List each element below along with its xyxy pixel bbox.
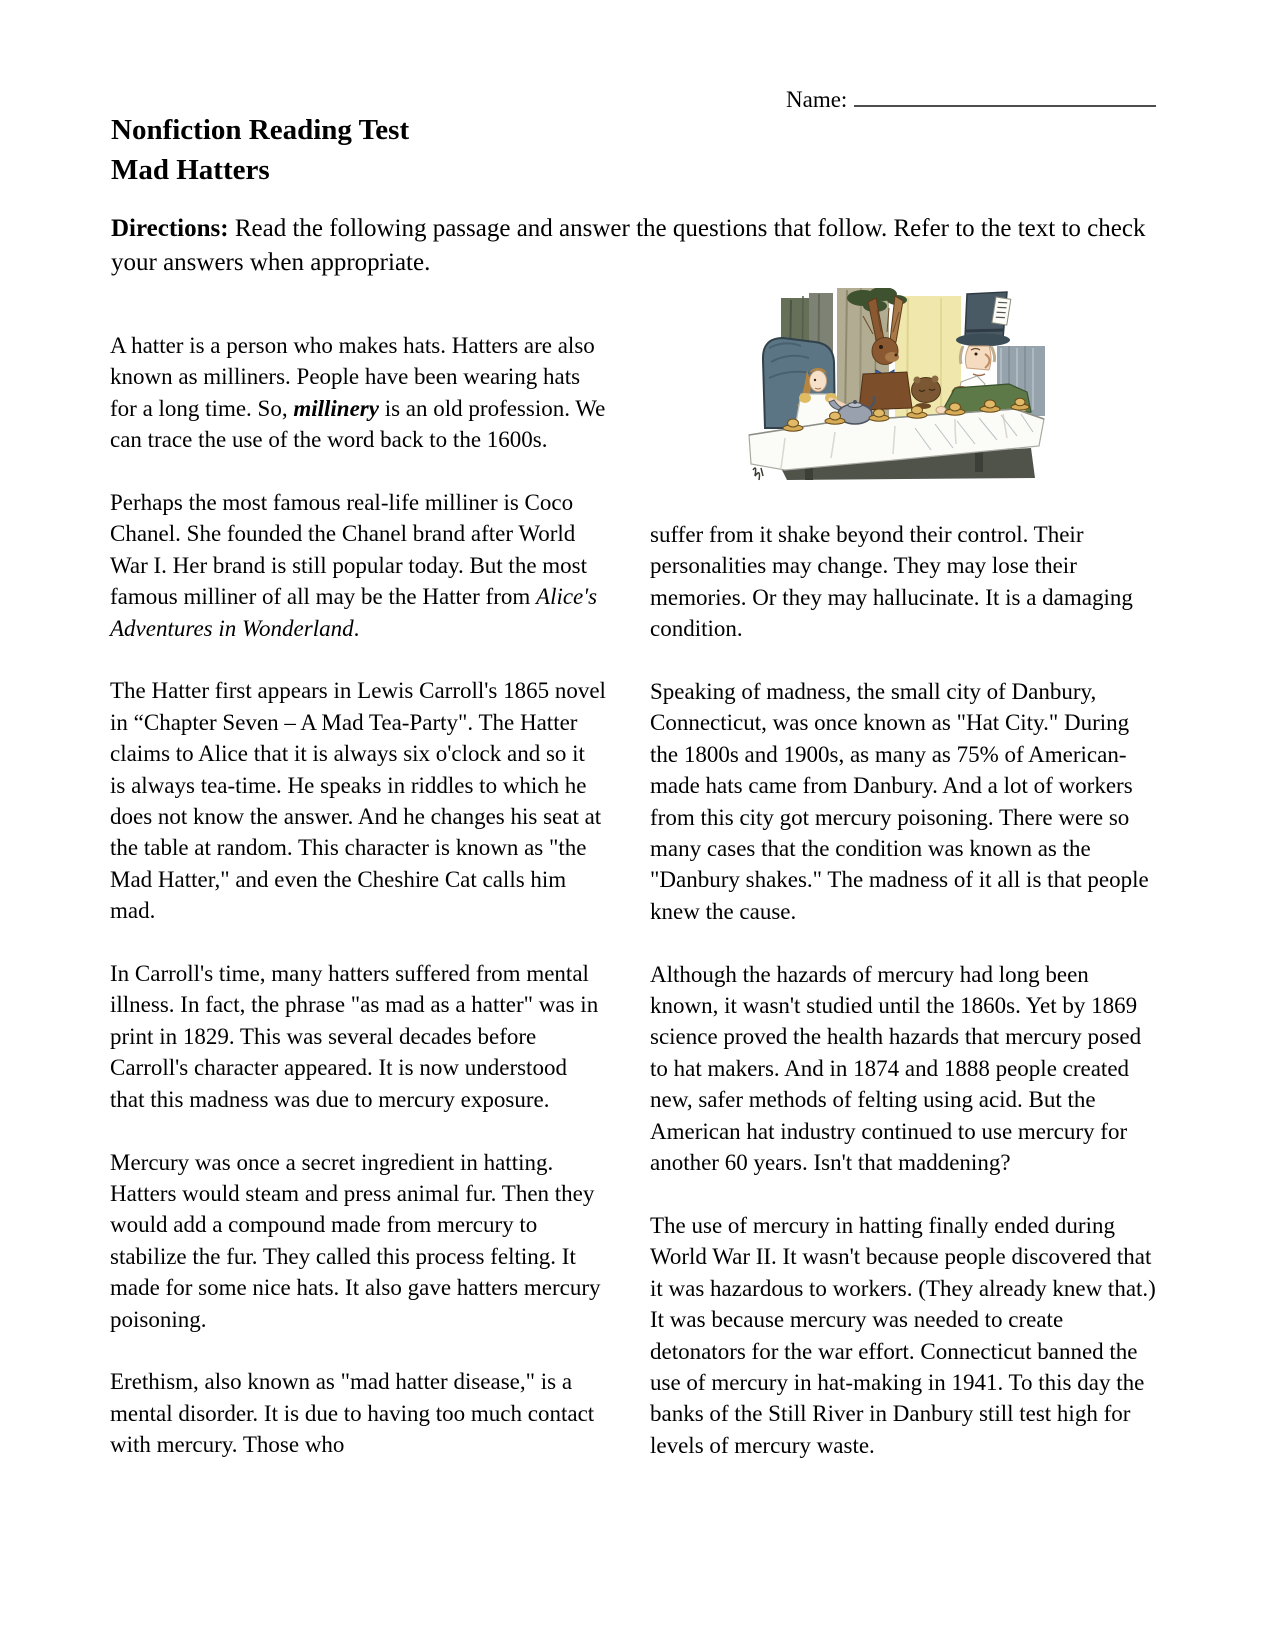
page-title [111, 110, 409, 190]
name-field [786, 84, 1156, 113]
passage-paragraph-8: Speaking of madness, the small city of Danbury, Connecticut, was once known as "Hat City." During the 1800s and 1900s, as many as 75% of American-made hats came from Danbury. And a lot of workers from this city got mercury poisoning. There were so many cases that the condition was known as the "Danbury shakes." The madness of it all is that people knew the cause. [650, 679, 1149, 924]
name-label: Name: [786, 87, 848, 112]
page-title-line2: Mad Hatters [111, 154, 270, 186]
passage-paragraph-1: A hatter is a person who makes hats. Hatters are also known as milliners. People have been wearing hats for a long time. So, millinery is an old profession. We can trace the use of the word back to the 1600s. [110, 333, 606, 453]
passage-left-column [110, 330, 606, 1461]
passage-paragraph-3: The Hatter first appears in Lewis Carroll's 1865 novel in “Chapter Seven – A Mad Tea-Party". The Hatter claims to Alice that it is always six o'clock and so it is always tea-time. He speaks in riddles to which he does not know the answer. And he changes his seat at the table at random. This character is known as "the Mad Hatter," and even the Cheshire Cat calls him mad. [110, 678, 606, 924]
page-title-line1: Nonfiction Reading Test [111, 114, 410, 146]
directions-label: Directions: [111, 215, 229, 242]
directions [111, 212, 1163, 280]
passage-paragraph-4: In Carroll's time, many hatters suffered from mental illness. In fact, the phrase "as mad as a hatter" was in print in 1829. This was several decades before Carroll's character appeared. It is now understood that this madness was due to mercury exposure. [110, 961, 599, 1112]
passage-paragraph-5: Mercury was once a secret ingredient in hatting. Hatters would steam and press animal fur. Then they would add a compound made from mercury to stabilize the fur. They called this process felting. It made for some nice hats. It also gave hatters mercury poisoning. [110, 1149, 601, 1332]
passage-paragraph-10: The use of mercury in hatting finally ended during World War II. It wasn't because people discovered that it was hazardous to workers. (They already knew that.) It was because mercury was needed to create detonators for the war effort. Connecticut banned the use of mercury in hat-making in 1941. To this day the banks of the Still River in Danbury still test high for levels of mercury waste. [650, 1212, 1156, 1458]
name-blank-line [854, 84, 1156, 107]
mad-tea-party-illustration [745, 288, 1045, 483]
passage-paragraph-9: Although the hazards of mercury had long been known, it wasn't studied until the 1860s. Yet by 1869 science proved the health hazards that mercury posed to hat makers. And in 1874 and 1888 people created new, safer methods of felting using acid. But the American hat industry continued to use mercury for another 60 years. Isn't that maddening? [650, 961, 1142, 1176]
mad-tea-party-svg [745, 288, 1045, 483]
passage-right-column [650, 288, 1162, 1461]
passage-paragraph-6: Erethism, also known as "mad hatter disease," is a mental disorder. It is due to having too much contact with mercury. Those who [110, 1369, 595, 1458]
artist-monogram [753, 468, 763, 480]
passage-paragraph-7: suffer from it shake beyond their control. Their personalities may change. They may lose their memories. Or they may hallucinate. It is a damaging condition. [650, 522, 1133, 642]
passage-paragraph-2: Perhaps the most famous real-life milliner is Coco Chanel. She founded the Chanel brand after World War I. Her brand is still popular today. But the most famous milliner of all may be the Hatter from Alice's Adventures in Wonderland. [110, 490, 598, 641]
directions-text: Read the following passage and answer the questions that follow. Refer to the text to check your answers when appropriate. [111, 215, 1146, 276]
